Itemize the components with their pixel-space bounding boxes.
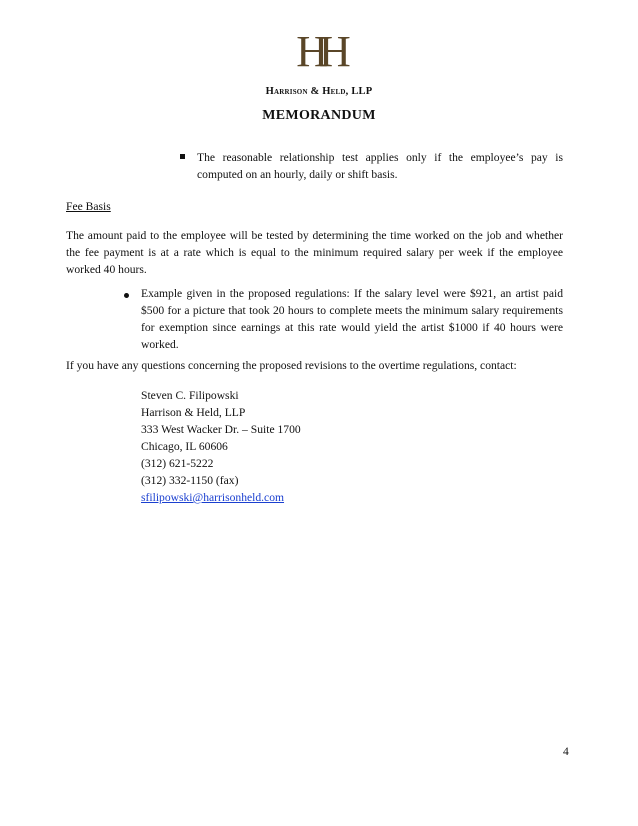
bullet-item-example: Example given in the proposed regulations: If the salary level were $921, an artist paid $500 for a picture that took 20 hours to complete meets the minimum salary requirements for exemption since earnings at this rate would yield the artist $1000 if 40 hours were worked. [141, 287, 563, 351]
contact-phone: (312) 621-5222 [141, 457, 214, 470]
section-heading-fee-basis: Fee Basis [66, 200, 111, 213]
contact-name: Steven C. Filipowski [141, 389, 239, 402]
paragraph-questions: If you have any questions concerning the proposed revisions to the overtime regulations, contact: [66, 359, 517, 372]
contact-city: Chicago, IL 60606 [141, 440, 228, 453]
memo-title: MEMORANDUM [262, 108, 376, 123]
firm-logo: HH [296, 27, 342, 76]
paragraph-fee-basis: The amount paid to the employee will be tested by determining the time worked on the job and whether the fee payment is at a rate which is equal to the minimum required salary per week if the employee worked 40 hours. [66, 229, 563, 276]
contact-address: 333 West Wacker Dr. – Suite 1700 [141, 423, 301, 436]
round-bullet-icon [124, 293, 129, 298]
contact-firm: Harrison & Held, LLP [141, 406, 246, 419]
page-number: 4 [563, 745, 569, 758]
firm-name: Harrison & Held, LLP [265, 86, 373, 97]
contact-block [141, 387, 301, 506]
bullet-item-reasonable-relationship: The reasonable relationship test applies only if the employee’s pay is computed on an hourly, daily or shift basis. [197, 151, 563, 181]
contact-fax: (312) 332-1150 (fax) [141, 474, 239, 487]
contact-email-link[interactable]: sfilipowski@harrisonheld.com [141, 491, 285, 504]
square-bullet-icon [180, 154, 185, 159]
